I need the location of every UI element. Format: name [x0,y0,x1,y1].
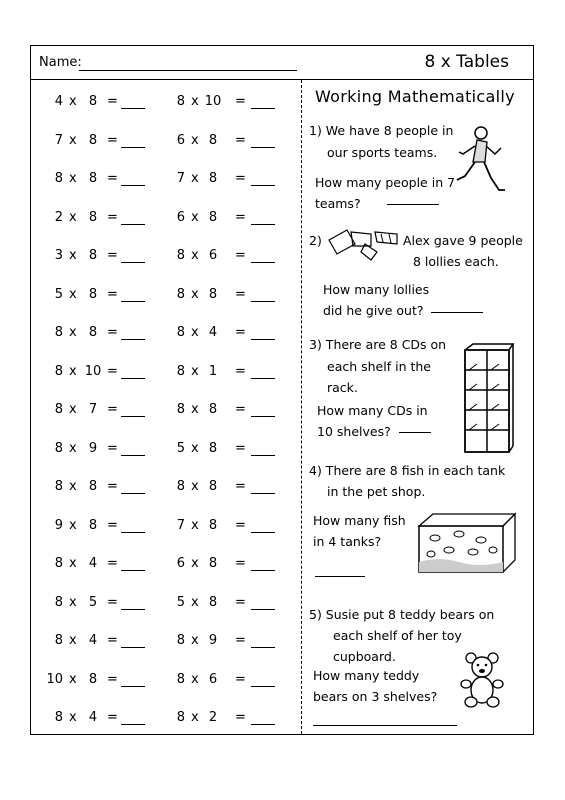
answer-blank[interactable] [251,441,275,456]
times-sign: x [191,479,199,494]
times-sign: x [191,248,199,263]
times-sign: x [191,286,199,302]
times-sign: x [69,171,77,186]
answer-blank[interactable] [251,287,275,302]
answer-blank[interactable] [251,633,275,648]
lollies-icon [325,226,401,262]
factor-b: 8 [208,132,218,148]
problem-5-line-3: cupboard. [333,649,396,664]
factor-b: 8 [208,556,218,571]
worksheet [30,45,534,735]
problem-2-line-4: did he give out? [323,303,424,318]
problem-5-line-5: bears on 3 shelves? [313,689,438,704]
factor-a: 5 [176,440,185,456]
page-title: 8 x Tables [424,52,509,72]
factor-b: 8 [88,517,98,533]
equals-sign: = [107,633,118,648]
equals-sign: = [235,94,246,109]
times-sign: x [69,594,77,610]
factor-b: 10 [84,363,102,379]
factor-a: 8 [176,94,185,109]
factor-a: 4 [54,94,63,109]
times-sign: x [69,556,77,571]
equals-sign: = [235,171,246,186]
times-sign: x [191,671,199,687]
factor-b: 8 [208,517,218,533]
answer-blank[interactable] [251,133,275,148]
problem-4-line-2: in the pet shop. [327,484,426,499]
answer-blank[interactable] [251,518,275,533]
answer-blank[interactable] [121,595,145,610]
equals-sign: = [107,94,118,109]
answer-blank[interactable] [121,171,145,186]
factor-b: 8 [88,325,98,340]
factor-a: 10 [46,671,63,687]
factor-b: 10 [204,94,222,109]
times-sign: x [69,94,77,109]
factor-b: 8 [88,248,98,263]
times-sign: x [191,209,199,225]
problem-2-number: 2) [309,233,322,248]
times-sign: x [69,710,77,725]
question-row [31,287,301,307]
factor-b: 8 [208,594,218,610]
factor-a: 8 [176,325,185,340]
question-row [31,441,301,461]
times-sign: x [69,402,77,417]
answer-blank[interactable] [121,672,145,687]
answer-blank[interactable] [121,710,145,725]
answer-blank[interactable] [121,287,145,302]
times-sign: x [69,286,77,302]
equals-sign: = [235,325,246,340]
factor-a: 8 [54,633,63,648]
times-sign: x [191,440,199,456]
factor-a: 5 [54,286,63,302]
problem-3-answer-line[interactable] [399,432,431,433]
factor-b: 4 [88,710,98,725]
equals-sign: = [107,594,118,610]
answer-blank[interactable] [121,364,145,379]
times-sign: x [69,363,77,379]
problem-3-line-2: each shelf in the [327,359,431,374]
equals-sign: = [235,710,246,725]
factor-b: 8 [88,479,98,494]
equals-sign: = [107,671,118,687]
answer-blank[interactable] [251,556,275,571]
equals-sign: = [107,325,118,340]
equals-sign: = [107,479,118,494]
factor-a: 8 [176,286,185,302]
equals-sign: = [107,363,118,379]
problem-2-line-2: 8 lollies each. [413,254,499,269]
factor-b: 1 [208,363,218,379]
factor-b: 4 [88,556,98,571]
factor-a: 8 [54,363,63,379]
working-mathematically-section [303,80,533,734]
times-sign: x [191,325,199,340]
question-row [31,479,301,499]
problem-1-line-4: teams? [315,196,361,211]
equals-sign: = [107,402,118,417]
question-row [31,595,301,615]
answer-blank[interactable] [121,402,145,417]
times-sign: x [191,517,199,533]
equals-sign: = [235,248,246,263]
factor-a: 7 [176,171,185,186]
factor-b: 4 [88,633,98,648]
factor-a: 7 [176,517,185,533]
factor-a: 8 [176,248,185,263]
answer-blank[interactable] [121,441,145,456]
problem-4-line-3: How many fish [313,513,406,528]
factor-b: 8 [208,209,218,225]
question-row [31,364,301,384]
fish-tank-icon [415,510,519,576]
factor-a: 8 [54,710,63,725]
times-sign: x [191,171,199,186]
factor-a: 8 [54,556,63,571]
equals-sign: = [235,209,246,225]
factor-a: 6 [176,209,185,225]
equals-sign: = [107,209,118,225]
factor-a: 5 [176,594,185,610]
problem-1-answer-line[interactable] [387,204,439,205]
runner-icon [455,124,511,196]
factor-a: 8 [54,594,63,610]
factor-b: 8 [88,286,98,302]
question-row [31,633,301,653]
factor-b: 9 [88,440,98,456]
factor-b: 8 [88,671,98,687]
equals-sign: = [235,671,246,687]
answer-blank[interactable] [251,325,275,340]
question-row [31,710,301,730]
answer-blank[interactable] [251,672,275,687]
times-sign: x [69,671,77,687]
factor-b: 8 [88,209,98,225]
equals-sign: = [235,556,246,571]
question-row [31,171,301,191]
factor-a: 6 [176,132,185,148]
question-row [31,402,301,422]
problem-5-line-4: How many teddy [313,668,420,683]
answer-blank[interactable] [121,133,145,148]
equals-sign: = [235,479,246,494]
question-row [31,325,301,345]
problem-3-line-3: rack. [327,380,358,395]
column-divider [301,80,302,734]
times-sign: x [191,363,199,379]
times-sign: x [69,517,77,533]
multiplication-questions [31,80,301,734]
equals-sign: = [107,440,118,456]
answer-blank[interactable] [251,248,275,263]
times-sign: x [69,248,77,263]
equals-sign: = [235,402,246,417]
problem-2-answer-line[interactable] [431,312,483,313]
equals-sign: = [107,286,118,302]
answer-blank[interactable] [121,325,145,340]
factor-a: 2 [54,209,63,225]
factor-a: 6 [176,556,185,571]
factor-b: 2 [208,710,218,725]
cd-rack-icon [459,342,515,456]
problem-4-answer-line[interactable] [315,576,365,577]
factor-b: 8 [208,440,218,456]
factor-b: 8 [208,171,218,186]
answer-blank[interactable] [251,171,275,186]
problem-5-answer-line[interactable] [313,725,457,726]
answer-blank[interactable] [251,402,275,417]
factor-b: 7 [88,402,98,417]
question-row [31,210,301,230]
times-sign: x [69,209,77,225]
factor-a: 8 [54,440,63,456]
problem-3-line-4: How many CDs in [317,403,428,418]
question-row [31,672,301,692]
question-row [31,248,301,268]
times-sign: x [191,594,199,610]
problem-4-line-4: in 4 tanks? [313,534,382,549]
times-sign: x [191,132,199,148]
answer-blank[interactable] [121,556,145,571]
equals-sign: = [107,710,118,725]
factor-b: 6 [208,248,218,263]
answer-blank[interactable] [121,518,145,533]
equals-sign: = [235,440,246,456]
factor-b: 8 [208,286,218,302]
factor-b: 8 [88,94,98,109]
equals-sign: = [235,363,246,379]
factor-a: 8 [176,402,185,417]
answer-blank[interactable] [121,210,145,225]
problem-1-line-2: our sports teams. [327,145,438,160]
factor-a: 8 [54,479,63,494]
equals-sign: = [235,517,246,533]
factor-a: 8 [176,710,185,725]
question-row [31,94,301,114]
answer-blank[interactable] [251,210,275,225]
problem-3-line-5: 10 shelves? [317,424,391,439]
answer-blank[interactable] [251,364,275,379]
answer-blank[interactable] [251,479,275,494]
problem-1-line-3: How many people in 7 [315,175,456,190]
factor-b: 8 [208,402,218,417]
section-title: Working Mathematically [315,87,515,106]
factor-a: 8 [54,325,63,340]
times-sign: x [191,710,199,725]
answer-blank[interactable] [121,248,145,263]
answer-blank[interactable] [121,479,145,494]
equals-sign: = [235,633,246,648]
name-label: Name: [39,55,82,70]
factor-a: 8 [176,633,185,648]
answer-blank[interactable] [121,94,145,109]
question-row [31,133,301,153]
times-sign: x [191,556,199,571]
name-field[interactable] [79,70,297,71]
factor-b: 5 [88,594,98,610]
problem-5-line-1: 5) Susie put 8 teddy bears on [309,607,495,622]
equals-sign: = [107,248,118,263]
times-sign: x [191,94,199,109]
problem-2-line-3: How many lollies [323,282,430,297]
equals-sign: = [107,517,118,533]
answer-blank[interactable] [251,595,275,610]
equals-sign: = [235,132,246,148]
factor-b: 8 [88,132,98,148]
factor-b: 9 [208,633,218,648]
question-row [31,518,301,538]
times-sign: x [69,440,77,456]
factor-a: 8 [176,671,185,687]
factor-b: 8 [208,479,218,494]
times-sign: x [69,325,77,340]
factor-a: 3 [54,248,63,263]
equals-sign: = [235,286,246,302]
answer-blank[interactable] [121,633,145,648]
question-row [31,556,301,576]
problem-2-line-1: Alex gave 9 people [403,233,523,248]
times-sign: x [69,633,77,648]
equals-sign: = [107,171,118,186]
times-sign: x [191,633,199,648]
factor-a: 8 [176,479,185,494]
factor-a: 7 [54,132,63,148]
worksheet-header [31,46,533,80]
factor-a: 8 [176,363,185,379]
times-sign: x [69,132,77,148]
problem-4-line-1: 4) There are 8 fish in each tank [309,463,506,478]
factor-b: 6 [208,671,218,687]
factor-a: 9 [54,517,63,533]
problem-1-line-1: 1) We have 8 people in [309,123,454,138]
equals-sign: = [107,132,118,148]
answer-blank[interactable] [251,710,275,725]
answer-blank[interactable] [251,94,275,109]
factor-a: 8 [54,171,63,186]
equals-sign: = [107,556,118,571]
times-sign: x [69,479,77,494]
problem-5-line-2: each shelf of her toy [333,628,462,643]
factor-a: 8 [54,402,63,417]
equals-sign: = [235,594,246,610]
problem-3-line-1: 3) There are 8 CDs on [309,337,447,352]
times-sign: x [191,402,199,417]
factor-b: 8 [88,171,98,186]
factor-b: 4 [208,325,218,340]
teddy-bear-icon [459,652,507,708]
